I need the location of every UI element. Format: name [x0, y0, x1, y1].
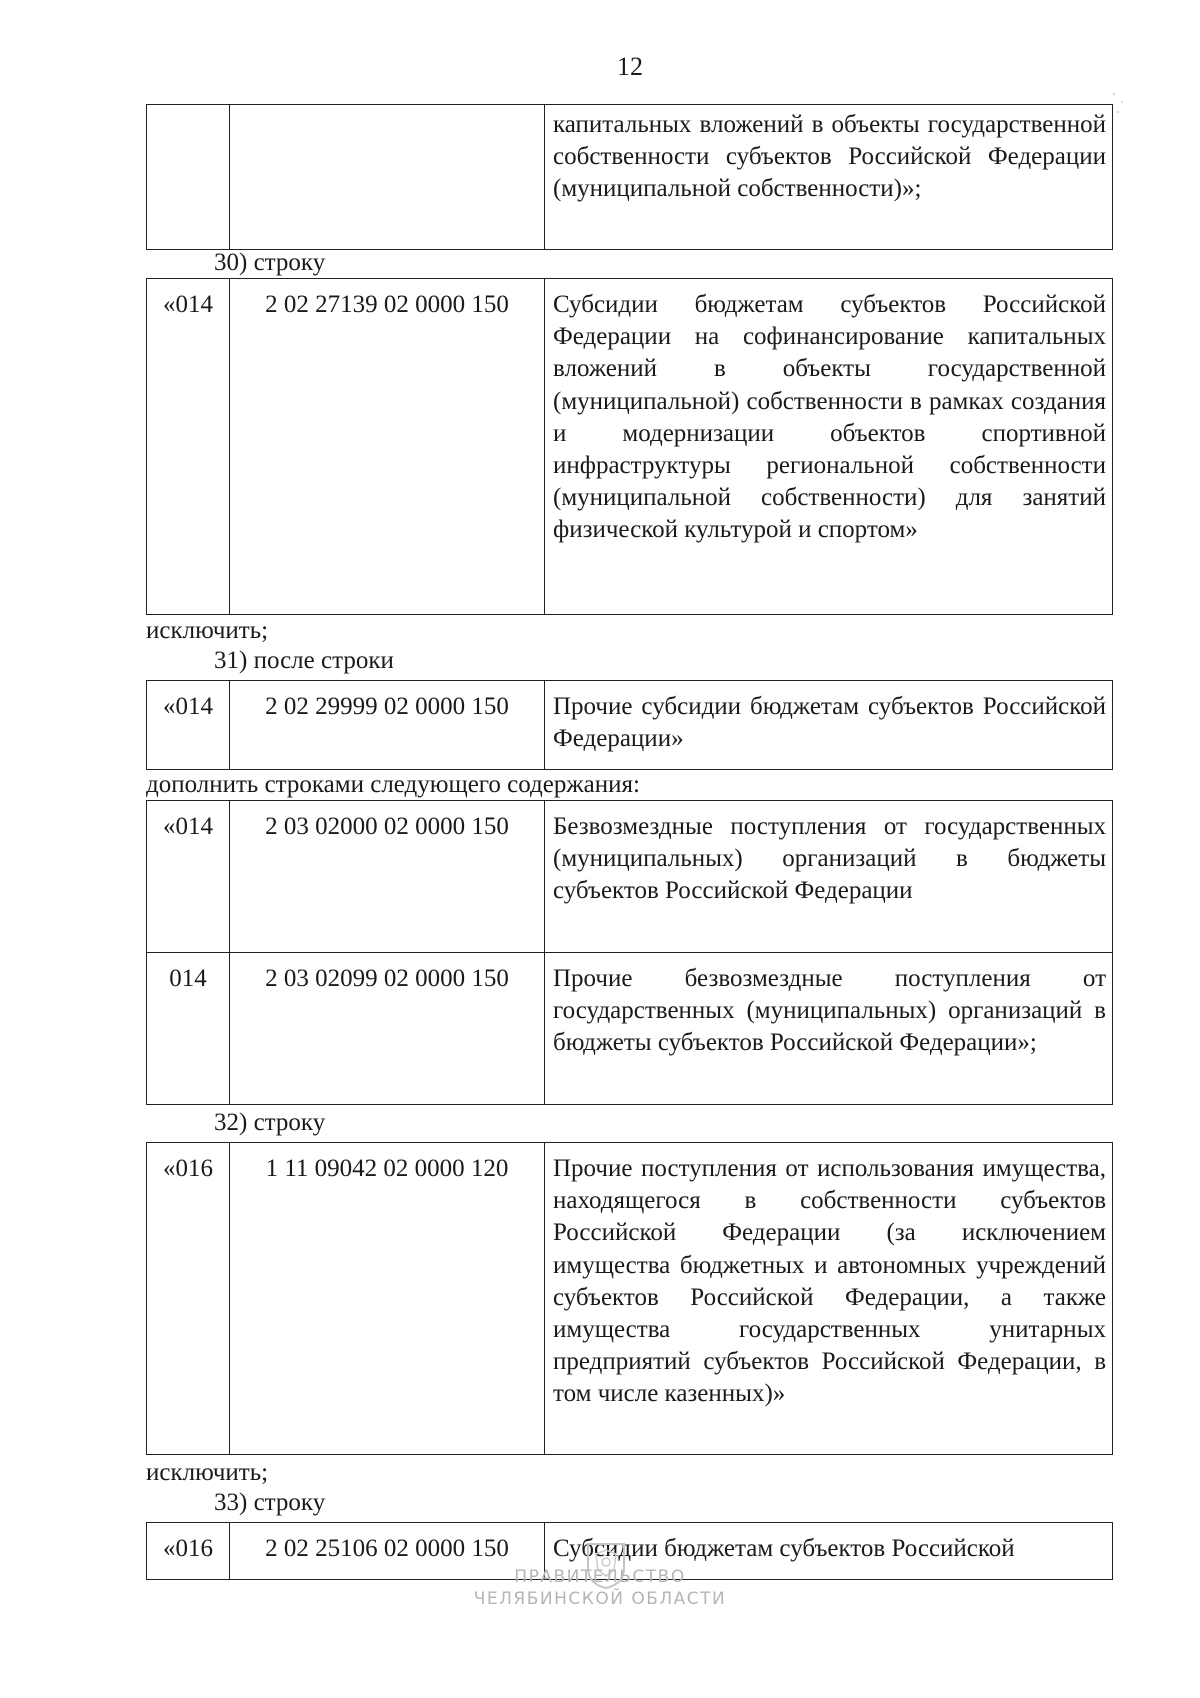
item-30-heading: 30) строку	[214, 249, 326, 276]
table-row	[147, 279, 1113, 615]
kbk-cell: 1 11 09042 02 0000 120	[230, 1143, 545, 1455]
item-31-table	[146, 680, 1113, 770]
item-30-table	[146, 278, 1113, 615]
code-cell: «016	[147, 1523, 230, 1580]
item-32-heading: 32) строку	[214, 1109, 326, 1136]
item-30-action: исключить;	[146, 617, 269, 644]
table-row	[147, 953, 1113, 1105]
table-row	[147, 681, 1113, 770]
kbk-cell: 2 02 25106 02 0000 150	[230, 1523, 545, 1580]
kbk-cell: 2 03 02099 02 0000 150	[230, 953, 545, 1105]
code-cell: «014	[147, 681, 230, 770]
kbk-cell: 2 03 02000 02 0000 150	[230, 801, 545, 953]
kbk-cell	[230, 105, 545, 250]
scan-artifact	[1110, 88, 1130, 118]
description-cell: Субсидии бюджетам субъектов Российской	[545, 1523, 1113, 1580]
code-cell: 014	[147, 953, 230, 1105]
page-number: 12	[617, 52, 643, 81]
item-31-new-rows-table	[146, 800, 1113, 1105]
kbk-cell: 2 02 29999 02 0000 150	[230, 681, 545, 770]
table-row	[147, 801, 1113, 953]
item-33-heading: 33) строку	[214, 1489, 326, 1516]
item-32-action: исключить;	[146, 1459, 269, 1486]
item-31-action: дополнить строками следующего содержания:	[146, 771, 640, 798]
description-cell: капитальных вложений в объекты государственной собственности субъектов Российской Федерации (муниципальной собственности)»;	[545, 105, 1113, 250]
code-cell	[147, 105, 230, 250]
description-cell: Прочие безвозмездные поступления от государственных (муниципальных) организаций в бюджеты субъектов Российской Федерации»;	[545, 953, 1113, 1105]
stamp-line-1: ПРАВИТЕЛЬСТВО	[514, 1567, 686, 1587]
description-cell: Безвозмездные поступления от государственных (муниципальных) организаций в бюджеты субъектов Российской Федерации	[545, 801, 1113, 953]
description-cell: Прочие поступления от использования имущества, находящегося в собственности субъектов Российской Федерации (за исключением имущества бюджетных и автономных учреждений субъектов Российской Федерации, а также имущества государственных унитарных предприятий субъектов Российской Федерации, в том числе казенных)»	[545, 1143, 1113, 1455]
item-32-table	[146, 1142, 1113, 1455]
description-cell: Прочие субсидии бюджетам субъектов Российской Федерации»	[545, 681, 1113, 770]
top-continuation-table	[146, 104, 1113, 250]
kbk-cell: 2 02 27139 02 0000 150	[230, 279, 545, 615]
stamp-line-2: ЧЕЛЯБИНСКОЙ ОБЛАСТИ	[473, 1589, 727, 1609]
description-cell: Субсидии бюджетам субъектов Российской Федерации на софинансирование капитальных вложений в объекты государственной (муниципальной) собственности в рамках создания и модернизации объектов спортивной инфраструктуры региональной собственности (муниципальной собственности) для занятий физической культурой и спортом»	[545, 279, 1113, 615]
table-row	[147, 105, 1113, 250]
code-cell: «014	[147, 801, 230, 953]
code-cell: «016	[147, 1143, 230, 1455]
table-row	[147, 1143, 1113, 1455]
government-stamp	[470, 1566, 730, 1610]
item-31-heading: 31) после строки	[214, 647, 394, 674]
code-cell: «014	[147, 279, 230, 615]
